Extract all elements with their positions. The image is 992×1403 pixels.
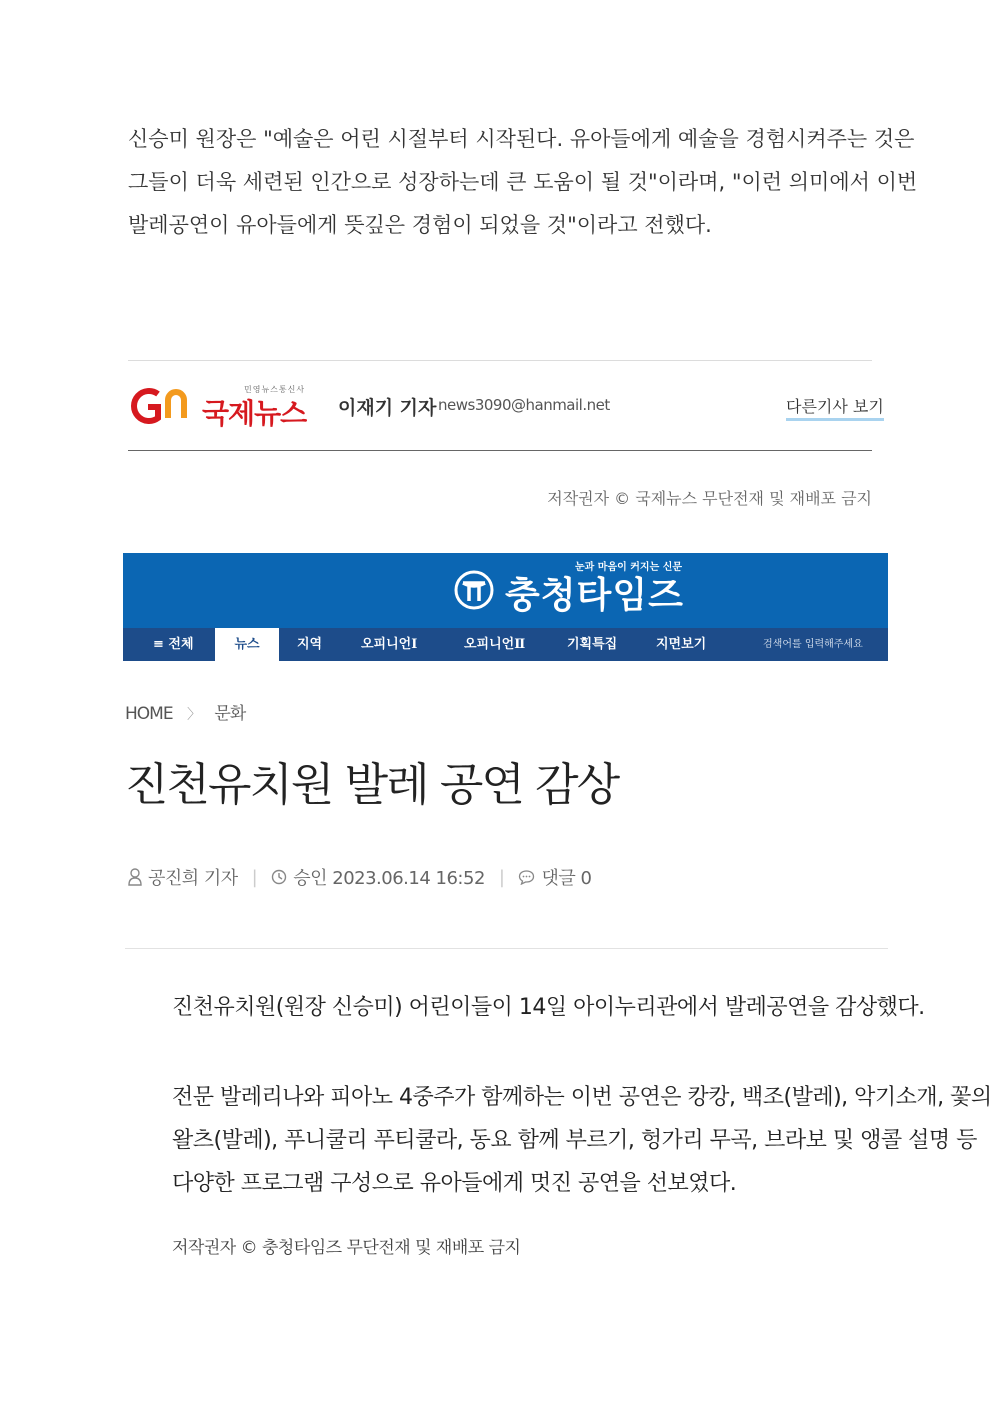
article-headline: 진천유치원 발레 공연 감상	[125, 758, 619, 811]
chevron-right-icon: 〉	[186, 707, 200, 723]
nav-item-all[interactable]: ≡ 전체	[153, 637, 194, 652]
article-meta	[128, 864, 591, 890]
reporter-email[interactable]: news3090@hanmail.net	[438, 396, 610, 414]
meta-separator: |	[251, 866, 258, 888]
reporter-name: 이재기 기자	[338, 397, 437, 419]
top-paragraph-line: 발레공연이 유아들에게 뜻깊은 경험이 되었을 것"이라고 전했다.	[128, 213, 712, 237]
gukje-logo-mark-icon	[128, 380, 198, 432]
nav-item-print-edition[interactable]: 지면보기	[656, 637, 707, 652]
article-author: 공진희 기자	[148, 868, 238, 889]
article-paragraph-2	[172, 1076, 992, 1205]
ct-emblem-icon	[453, 569, 495, 611]
top-article-paragraph	[128, 118, 918, 247]
ct-slogan: 눈과 마음이 커지는 신문	[575, 562, 683, 573]
breadcrumb-section[interactable]: 문화	[214, 704, 246, 724]
paragraph-line: 다양한 프로그램 구성으로 유아들에게 멋진 공연을 선보였다.	[172, 1171, 737, 1196]
nav-item-features[interactable]: 기획특집	[567, 637, 618, 652]
breadcrumb	[125, 699, 245, 724]
top-paragraph-line: 신승미 원장은 "예술은 어린 시절부터 시작된다. 유아들에게 예술을 경험시켜주는 것은	[128, 127, 915, 151]
divider	[128, 360, 872, 361]
paragraph-line: 왈츠(발레), 푸니쿨리 푸티쿨라, 동요 함께 부르기, 헝가리 무곡, 브라보 및 앵콜 설명 등	[172, 1128, 977, 1153]
nav-item-news[interactable]: 뉴스	[215, 628, 279, 661]
paragraph-line: 진천유치원(원장 신승미) 어린이들이 14일 아이누리관에서 발레공연을 감상했다.	[172, 995, 925, 1020]
nav-item-region[interactable]: 지역	[297, 637, 323, 652]
article-comment-count[interactable]: 댓글 0	[541, 868, 592, 889]
logo-subtitle: 민영뉴스통신사	[244, 385, 306, 394]
search-input[interactable]: 검색어를 입력해주세요	[763, 639, 863, 650]
article-approved-time: 승인 2023.06.14 16:52	[293, 868, 485, 889]
top-paragraph-line: 그들이 더욱 세련된 인간으로 성장하는데 큰 도움이 될 것"이라며, "이런 의미에서 이번	[128, 170, 918, 194]
gukje-copyright: 저작권자 © 국제뉴스 무단전재 및 재배포 금지	[547, 489, 872, 508]
breadcrumb-home[interactable]: HOME	[125, 704, 173, 724]
meta-separator: |	[498, 866, 505, 888]
logo-name: 국제뉴스	[202, 397, 307, 430]
ct-nav-bar	[123, 628, 888, 661]
divider	[128, 450, 872, 451]
ct-copyright: 저작권자 © 충청타임즈 무단전재 및 재배포 금지	[172, 1238, 521, 1258]
more-articles-link[interactable]: 다른기사 보기	[786, 394, 884, 421]
paragraph-line: 전문 발레리나와 피아노 4중주가 함께하는 이번 공연은 캉캉, 백조(발레), 악기소개, 꽃의	[172, 1085, 992, 1110]
person-icon	[128, 868, 142, 886]
gukje-news-logo[interactable]	[128, 380, 308, 432]
clock-icon	[271, 869, 287, 885]
nav-item-opinion-1[interactable]: 오피니언Ⅰ	[361, 637, 418, 652]
divider	[125, 948, 888, 949]
ct-masthead	[123, 553, 888, 628]
comment-icon	[518, 869, 535, 885]
article-paragraph-1	[172, 990, 925, 1026]
nav-item-opinion-2[interactable]: 오피니언Ⅱ	[464, 637, 526, 652]
ct-logo-title[interactable]: 충청타임즈	[505, 575, 684, 616]
